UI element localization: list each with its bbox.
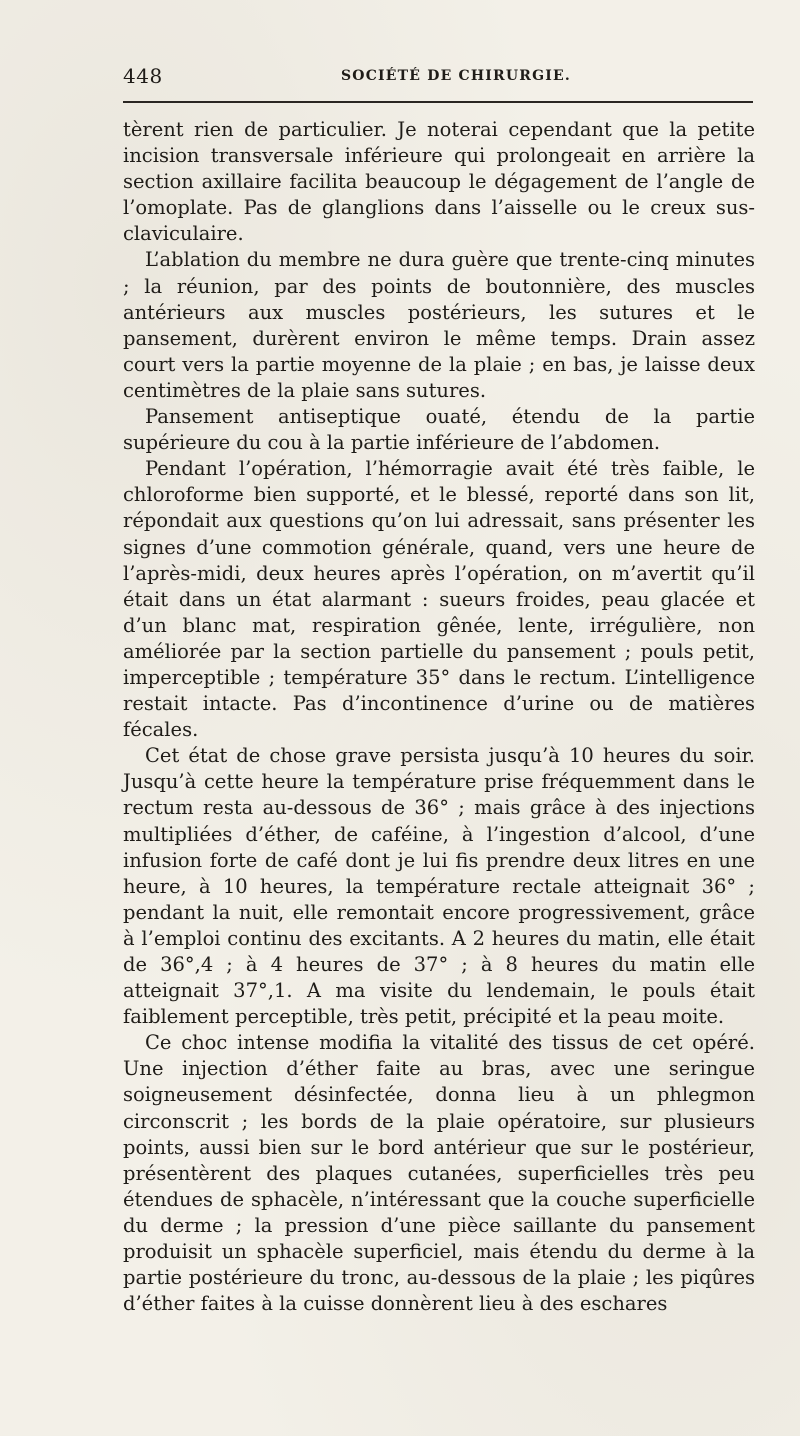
page-header bbox=[123, 64, 753, 94]
paragraph: tèrent rien de particulier. Je noterai cependant que la petite incision transversale inférieure qui prolongeait en arrière la section axillaire facilita beaucoup le dégagement de l’angle de l’omoplate. Pas de glanglions dans l’aisselle ou le creux sus-claviculaire. bbox=[123, 118, 755, 246]
body-text bbox=[123, 117, 755, 1317]
paragraph: Pansement antiseptique ouaté, étendu de la partie supérieure du cou à la partie inférieure de l’abdomen. bbox=[123, 405, 755, 455]
page-number: 448 bbox=[123, 64, 163, 88]
paragraph: Pendant l’opération, l’hémorragie avait été très faible, le chloroforme bien supporté, et le blessé, reporté dans son lit, répondait aux questions qu’on lui adressait, sans présenter les signes d’une commotion générale, quand, vers une heure de l’après-midi, deux heures après l’opération, on m’avertit qu’il était dans un état alarmant : sueurs froides, peau glacée et d’un blanc mat, respiration gênée, lente, irrégulière, non améliorée par la section partielle du pansement ; pouls petit, imperceptible ; température 35° dans le rectum. L’intelligence restait intacte. Pas d’incontinence d’urine ou de matières fécales. bbox=[123, 457, 755, 742]
header-rule bbox=[123, 101, 753, 103]
paragraph: Cet état de chose grave persista jusqu’à 10 heures du soir. Jusqu’à cette heure la température prise fréquemment dans le rectum resta au-dessous de 36° ; mais grâce à des injections multipliées d’éther, de caféine, à l’ingestion d’alcool, d’une infusion forte de café dont je lui fis prendre deux litres en une heure, à 10 heures, la température rectale atteignait 36° ; pendant la nuit, elle remontait encore progressivement, grâce à l’emploi continu des excitants. A 2 heures du matin, elle était de 36°,4 ; à 4 heures de 37° ; à 8 heures du matin elle atteignait 37°,1. A ma visite du lendemain, le pouls était faiblement perceptible, très petit, précipité et la peau moite. bbox=[123, 744, 755, 1029]
paragraph: L’ablation du membre ne dura guère que trente-cinq minutes ; la réunion, par des points de boutonnière, des muscles antérieurs aux muscles postérieurs, les sutures et le pansement, durèrent environ le même temps. Drain assez court vers la partie moyenne de la plaie ; en bas, je laisse deux centimètres de la plaie sans sutures. bbox=[123, 248, 755, 402]
running-head: SOCIÉTÉ DE CHIRURGIE. bbox=[341, 68, 571, 84]
paragraph: Ce choc intense modifia la vitalité des tissus de cet opéré. Une injection d’éther faite au bras, avec une seringue soigneusement désinfectée, donna lieu à un phlegmon circonscrit ; les bords de la plaie opératoire, sur plusieurs points, aussi bien sur le bord antérieur que sur le postérieur, présentèrent des plaques cutanées, superficielles très peu étendues de sphacèle, n’intéressant que la couche superficielle du derme ; la pression d’une pièce saillante du pansement produisit un sphacèle superficiel, mais étendu du derme à la partie postérieure du tronc, au-dessous de la plaie ; les piqûres d’éther faites à la cuisse donnèrent lieu à des eschares bbox=[123, 1031, 755, 1316]
